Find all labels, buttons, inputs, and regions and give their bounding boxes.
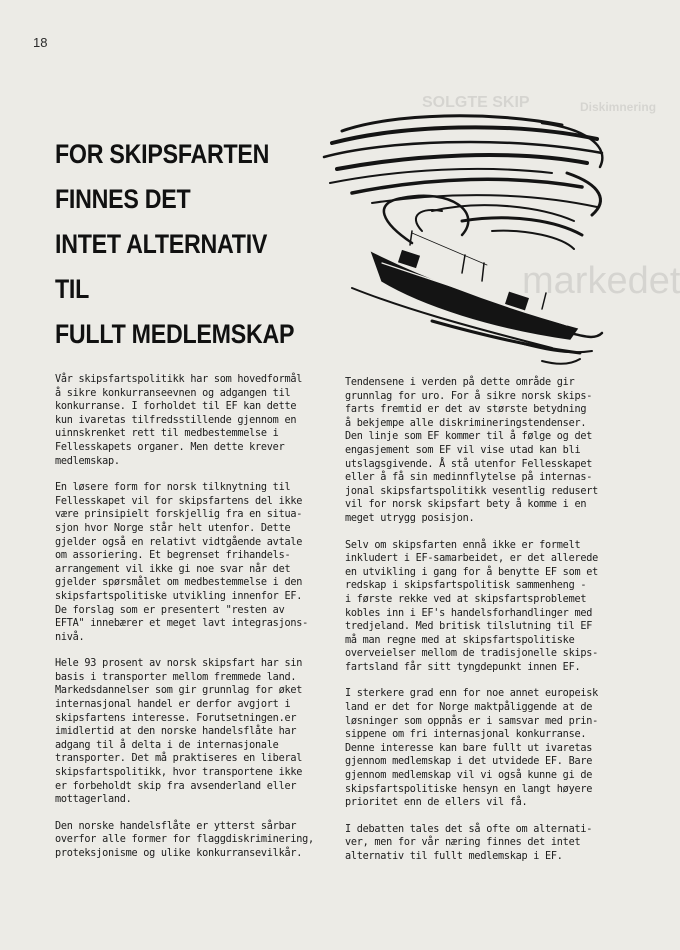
ship-on-swirling-sea-icon — [312, 103, 612, 378]
bleed-through-line: markedet — [522, 260, 680, 302]
paragraph: Tendensene i verden på dette område gir grunnlag for uro. For å sikre norsk skips- farts fremtid er det av største betydning å bekjempe alle diskrimineringstendenser. Den linje som EF kommer til å følge og det engasjement som EF vil vise utad kan bli utslagsgivende. Å stå utenfor Fellesskapet eller å få sin medinnflytelse på internas- jonal skipsfartspolitikk vesentlig redusert vil for norsk skipsfart bety å komme i en meget utrygg posisjon. — [345, 377, 598, 524]
headline-line: INTET ALTERNATIV — [55, 229, 268, 259]
paragraph: Vår skipsfartspolitikk har som hovedformål å sikre konkurranseevnen og adgangen til konkurranse. I forholdet til EF kan dette kun ivaretas tilfredsstillende gjennom en uinnskrenket rett til medbestemmelse i Fellesskapets organer. Men dette krever medlemskap. — [55, 374, 303, 467]
headline-line: TIL — [55, 274, 90, 304]
left-column — [55, 373, 347, 874]
paragraph: Hele 93 prosent av norsk skipsfart har sin basis i transporter mellom fremmede land. Markedsdannelser som gir grunnlag for øket internasjonal handel er derfor avgjort i skipsfartens interesse. Forutsetningen.er imidlertid at den norske handelsflåte har adgang til å delta i de internasjonale transporter. Det må praktiseres en liberal skipsfartspolitikk, hvor transportene ikke er forbeholdt skip fra avsenderland eller mottagerland. — [55, 658, 303, 806]
page-number: 18 — [33, 35, 48, 50]
paragraph: Selv om skipsfarten ennå ikke er formelt inkludert i EF-samarbeidet, er det allerede en utvikling i gang for å benytte EF som et redskap i skipsfartspolitisk sammenheng - i første rekke ved at skipsfartsproblemet kobles inn i EF's handelsforhandlinger med tredjeland. Med britisk tilslutning til EF må man regne med at skipsfartspolitiske overveielser mellom de tradisjonelle skips- fartsland får sitt tyngdepunkt innen EF. — [345, 539, 598, 673]
article-headline — [55, 132, 313, 357]
bleed-through-line: Diskimnering — [580, 100, 657, 114]
headline-line: FINNES DET — [55, 184, 191, 214]
headline-line: FULLT MEDLEMSKAP — [55, 319, 295, 349]
paragraph: I sterkere grad enn for noe annet europeisk land er det for Norge maktpåliggende at de løsninger som oppnås er i samsvar med prin- sippene om fri internasjonal konkurranse. Denne interesse kan bare fullt ut ivaretas gjennom medlemskap i det utvidede EF. Bare gjennom medlemskap vil vi også kunne gi de skipsfartspolitiske hensyn en langt høyere prioritet enn de ellers vil få. — [345, 688, 598, 809]
headline-line: FOR SKIPSFARTEN — [55, 139, 270, 169]
paragraph: En løsere form for norsk tilknytning til Fellesskapet vil for skipsfartens del ikke være prinsipielt forskjellig fra en situa- sjon hvor Norge står helt utenfor. Dette gjelder også en relativt vidtgående avtale om assoriering. Et begrenset frihandels- arrangement vil ikke gi noe svar når det gjelder spørsmålet om medbestemmelse i den skipsfartspolitiske utvikling innenfor EF. De forslag som er presentert "resten av EFTA" innebærer et meget lavt integrasjons- nivå. — [55, 482, 308, 643]
right-column — [345, 376, 637, 877]
paragraph: I debatten tales det så ofte om alternati- ver, men for vår næring finnes det intet alternativ til fullt medlemskap i EF. — [345, 823, 593, 862]
bleed-through-line: SOLGTE SKIP — [422, 94, 530, 111]
paragraph: Den norske handelsflåte er ytterst sårbar overfor alle former for flaggdiskriminering, proteksjonisme og ulike konkurransevilkår. — [55, 820, 314, 859]
